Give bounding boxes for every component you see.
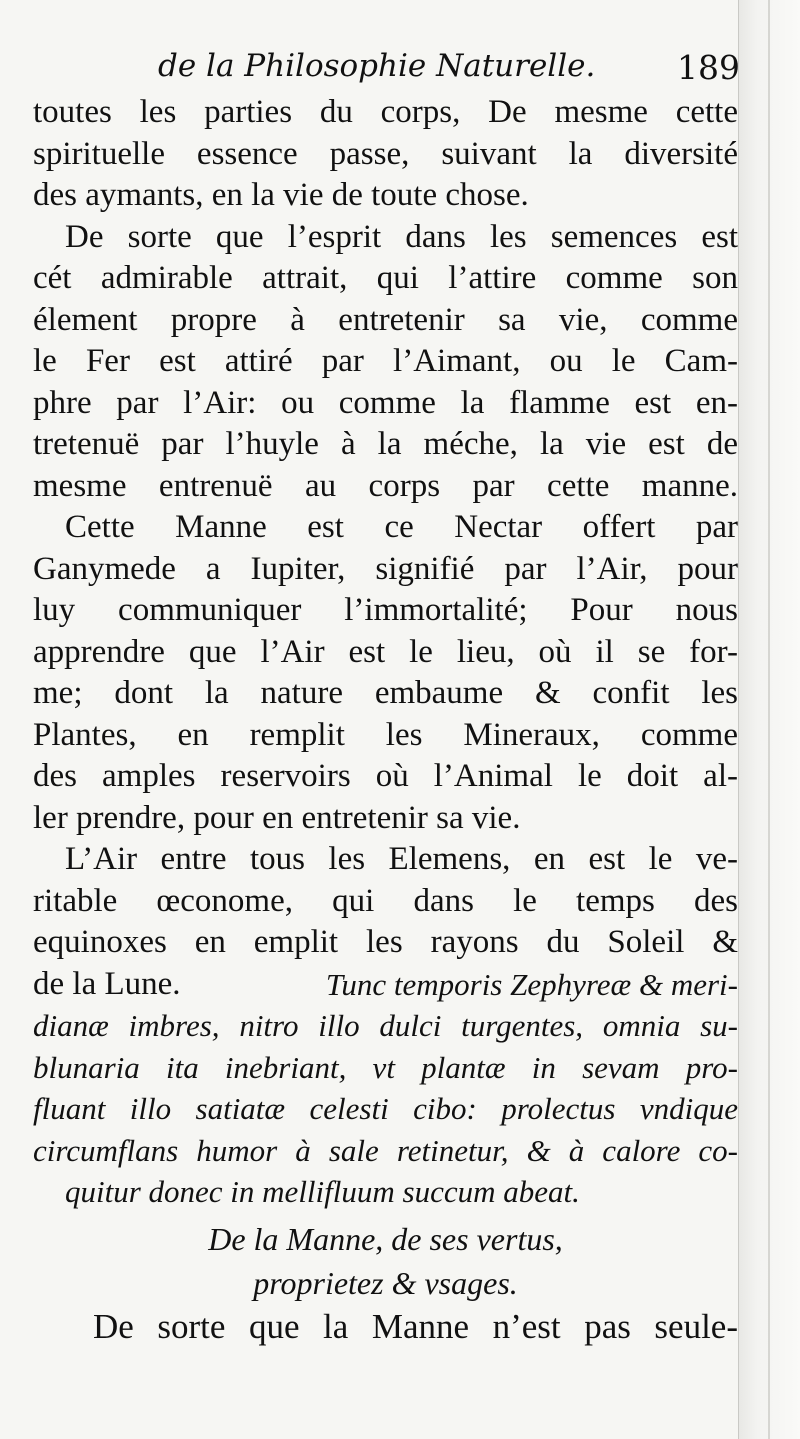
text-line: luy communiquer l’immortalité; Pour nous — [33, 592, 738, 628]
latin-quote-span: Tunc temporis Zephyreæ & meri- — [325, 966, 738, 1002]
text-line: cét admirable attrait, qui l’attire comme son — [33, 260, 738, 296]
running-title: de la Philosophie Naturelle. — [158, 48, 596, 84]
section-heading-line-1: De la Manne, de ses vertus, — [208, 1220, 563, 1257]
paragraph-start-line: L’Air entre tous les Elemens, en est le ve- — [65, 841, 738, 877]
text-line: tretenuë par l’huyle à la méche, la vie est de — [33, 426, 738, 462]
text-line: des aymants, en la vie de toute chose. — [33, 177, 529, 213]
mixed-line — [33, 964, 738, 1006]
text-span: de la Lune. — [33, 965, 181, 1002]
text-line: des amples reservoirs où l’Animal le doit al- — [33, 758, 738, 794]
text-line: Ganymede a Iupiter, signifié par l’Air, pour — [33, 550, 738, 587]
text-line: ler prendre, pour en entretenir sa vie. — [33, 799, 521, 836]
text-line: le Fer est attiré par l’Aimant, ou le Cam- — [33, 343, 738, 379]
paragraph-start-line: De sorte que la Manne n’est pas seule- — [93, 1306, 738, 1346]
section-heading-line-2: proprietez & vsages. — [253, 1264, 518, 1301]
text-line: élement propre à entretenir sa vie, comme — [33, 301, 738, 338]
text-line: spirituelle essence passe, suivant la diversité — [33, 135, 738, 172]
page-number: 189 — [677, 48, 740, 87]
text-line: Plantes, en remplit les Mineraux, comme — [33, 716, 738, 753]
text-line: phre par l’Air: ou comme la flamme est en- — [33, 384, 738, 421]
latin-line: dianæ imbres, nitro illo dulci turgentes, omnia su- — [33, 1008, 738, 1043]
latin-line: fluant illo satiatæ celesti cibo: prolectus vndique — [33, 1091, 738, 1126]
body-text — [33, 92, 738, 1349]
latin-line: blunaria ita inebriant, vt plantæ in sevam pro- — [33, 1049, 738, 1085]
text-line: mesme entrenuë au corps par cette manne. — [33, 467, 738, 504]
text-line: equinoxes en emplit les rayons du Soleil & — [33, 924, 738, 960]
paragraph-start-line: De sorte que l’esprit dans les semences est — [65, 218, 738, 255]
text-line: ritable œconome, qui dans le temps des — [33, 882, 738, 919]
latin-line: circumflans humor à sale retinetur, & à calore co- — [33, 1132, 738, 1168]
latin-line: quitur donec in mellifluum succum abeat. — [65, 1174, 580, 1209]
text-line: apprendre que l’Air est le lieu, où il se for- — [33, 633, 738, 670]
text-line: toutes les parties du corps, De mesme cette — [33, 94, 738, 130]
text-line: me; dont la nature embaume & confit les — [33, 675, 738, 711]
page-edge-line — [768, 0, 770, 1439]
paragraph-start-line: Cette Manne est ce Nectar offert par — [65, 509, 738, 545]
